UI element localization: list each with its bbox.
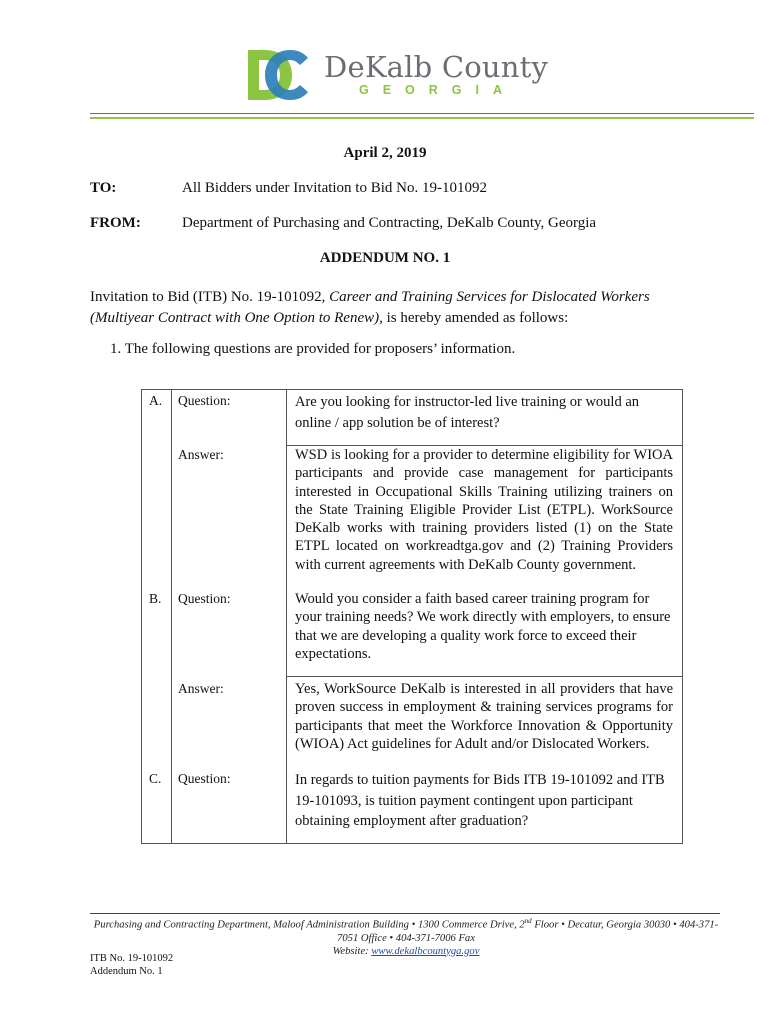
table-border-bottom [141,843,683,844]
qa-letter-b: B. [149,591,162,606]
header-rule-blue [90,113,754,114]
qa-table [141,389,683,844]
qa-a-answer: WSD is looking for a provider to determine eligibility for WIOA participants and provide case management for participants interested in Occupational Skills Training utilizing trainers on the State Training Eligible Provider List (ETPL). WorkSource DeKalb works with training providers listed (1) on the State ETPL located on workreadtga.gov and (2) Training Providers with current agreements with DeKalb County government. [295,447,673,573]
list-item-1: 1. The following questions are provided for proposers’ information. [110,341,516,357]
qa-b-question-label: Question: [178,591,231,606]
doc-ref-itb: ITB No. 19-101092 [90,953,174,964]
footer-address-sup: nd [524,917,532,925]
footer-address-line1a: Purchasing and Contracting Department, Maloof Administration Building • 1300 Commerce Drive, 2 [93,919,525,931]
qa-a-question: Are you looking for instructor-led live training or would an online / app solution be of interest? [295,394,640,431]
intro-paragraph [90,287,680,329]
footer-address [88,915,724,958]
document-reference [90,952,173,978]
qa-b-question: Would you consider a faith based career training program for your training needs? We work directly with employers, to ensure that we are developing a quality work force to exceed their expectations. [295,591,671,662]
qa-a-answer-label: Answer: [178,447,224,462]
intro-title: Career and Training Services for Dislocated Workers (Multiyear Contract with One Option to Renew), [90,289,650,326]
footer-rule [90,913,720,914]
footer-address-line2: 7051 Office • 404-371-7006 Fax [337,932,475,944]
qa-letter-c: C. [149,771,162,786]
from-label: FROM: [90,215,141,231]
table-border-right [682,389,683,844]
doc-ref-addendum: Addendum No. 1 [90,966,163,977]
addendum-title: ADDENDUM NO. 1 [319,250,451,266]
qa-letter-a: A. [149,393,163,408]
qa-b-answer: Yes, WorkSource DeKalb is interested in all providers that have proven success in employment & training services programs for participants that meet the Workforce Innovation & Opportunity (WIOA) Act guidelines for Adult and/or Dislocated Workers. [295,681,673,752]
qa-a-question-label: Question: [178,393,231,408]
footer-website-label: Website: [332,945,372,957]
from-value: Department of Purchasing and Contracting, DeKalb County, Georgia [182,215,597,231]
memo-date: April 2, 2019 [343,145,427,161]
logo-state-name: GEORGIA [359,83,517,97]
header-rule-green [90,117,754,119]
qa-c-question: In regards to tuition payments for Bids ITB 19-101092 and ITB 19-101093, is tuition payment contingent upon participant obtaining employment after graduation? [295,772,665,829]
footer-website-link[interactable]: www.dekalbcountyga.gov [371,945,480,957]
qa-b-answer-label: Answer: [178,681,224,696]
qa-c-question-label: Question: [178,771,231,786]
logo-county-name: DeKalb County [324,50,549,84]
table-row-divider [286,676,683,677]
dekalb-county-logo [248,48,549,104]
dc-logo-mark-icon [248,48,310,102]
table-border-top [141,389,683,390]
table-divider-letter [171,389,172,844]
table-border-left [141,389,142,844]
to-label: TO: [90,180,117,196]
intro-suffix: is hereby amended as follows: [382,310,569,326]
to-value: All Bidders under Invitation to Bid No. 19-101092 [182,180,487,196]
intro-prefix: Invitation to Bid (ITB) No. 19-101092, [90,289,330,305]
footer-address-line1b: Floor • Decatur, Georgia 30030 • 404-371- [531,919,719,931]
table-divider-role [286,389,287,844]
